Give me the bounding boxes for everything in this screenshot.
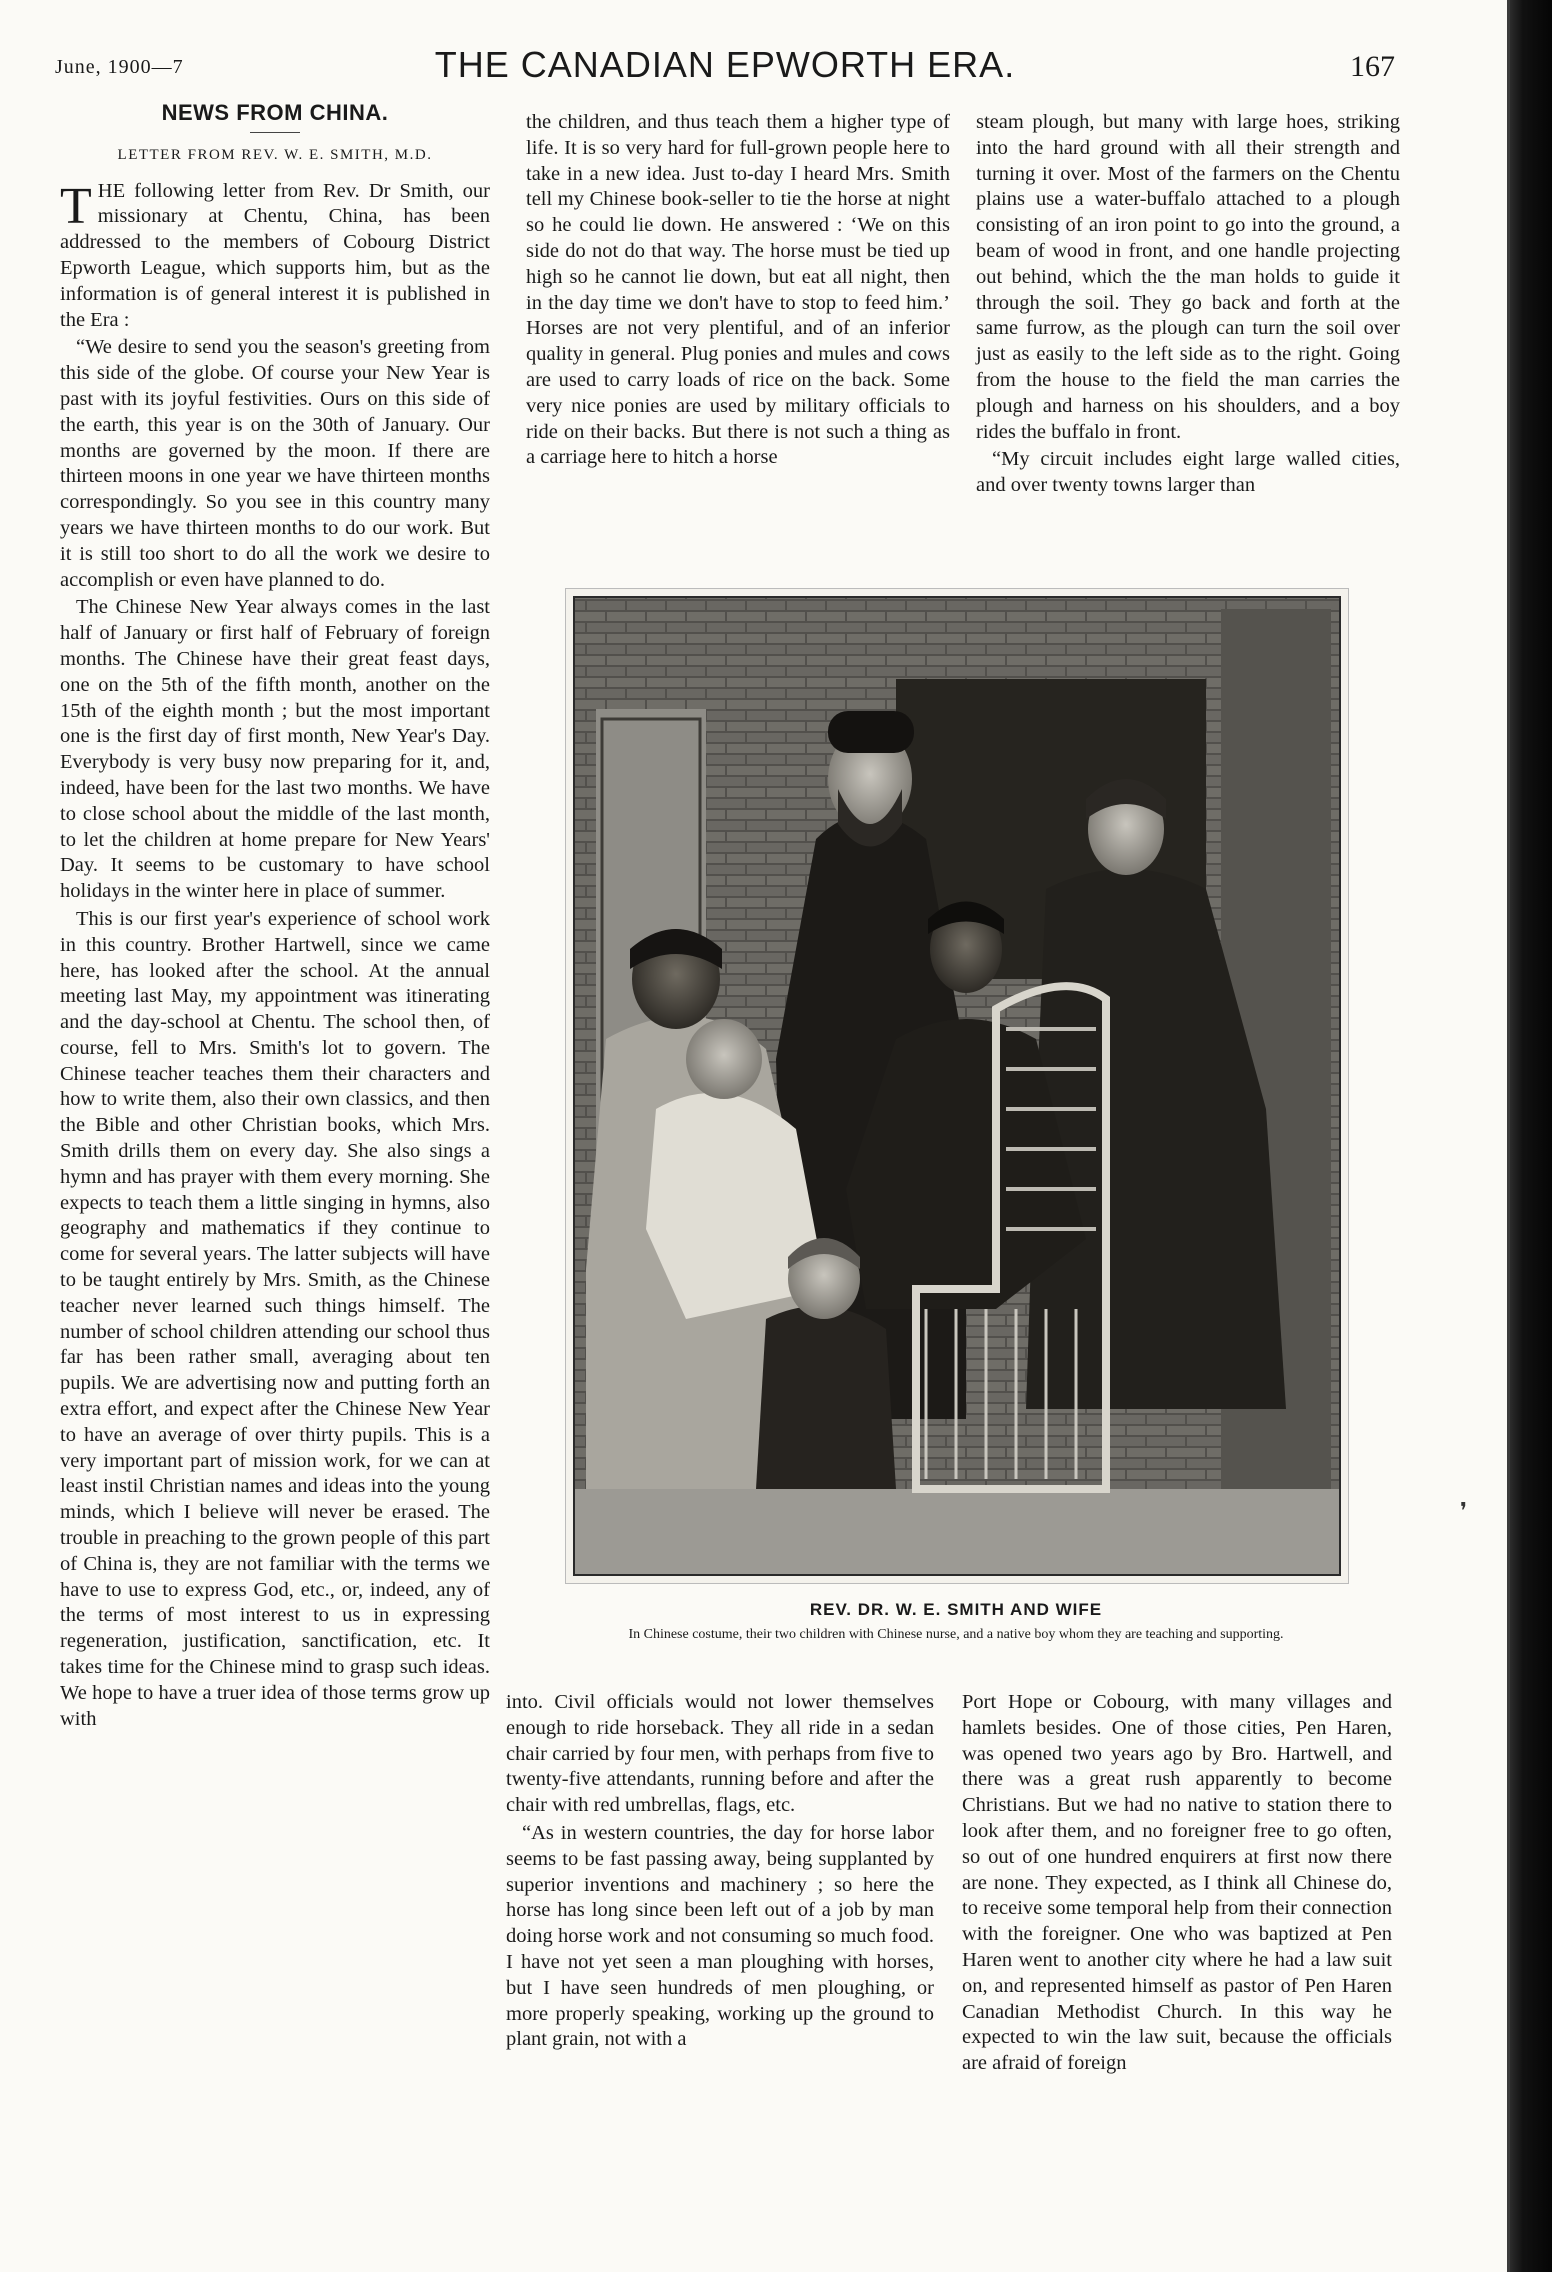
drop-cap: T [60, 177, 92, 235]
page-header [55, 44, 1395, 94]
paragraph-text: HE following letter from Rev. Dr Smith, our missionary at Chentu, China, has been addressed to the members of Cobourg District Epworth League, which supports him, but as the information is of general interest it is published in the Era : [60, 179, 490, 331]
column-1 [60, 100, 490, 1732]
paragraph: Port Hope or Cobourg, with many villages and hamlets besides. One of those cities, Pen Haren, was opened two years ago by Bro. Hartwell, and there was a great rush apparently to become Christians. But we had no native to station there to look after them, and no foreigner free to go often, so out of one hundred enquirers at first now there are none. They expected, as I think all Chinese do, to receive some temporal help from their connection with the foreigner. One who was baptized at Pen Haren went to another city where he had a law suit on, and represented himself as pastor of Pen Haren Canadian Methodist Church. In this way he expected to win the law suit, because the officials are afraid of foreign [962, 1691, 1392, 2075]
photo-caption-text: In Chinese costume, their two children with Chinese nurse, and a native boy whom they are teaching and supporting. [628, 1627, 1284, 1642]
paragraph: “We desire to send you the season's greeting from this side of the globe. Of course your New Year is past with its joyful festivities. Ours on this side of the earth, this year is on the 30th of January. Our months are governed by the moon. If there are thirteen moons in one year we have thirteen months correspondingly. So you see in this country many years we have thirteen months to do our work. But it is still too short to do all the work we desire to accomplish or even have planned to do. [60, 336, 490, 591]
page-number: 167 [1350, 50, 1395, 83]
article-title: NEWS FROM CHINA. [161, 100, 389, 125]
paragraph: “As in western countries, the day for horse labor seems to be fast passing away, being supplanted by superior inventions and machinery ; so here the horse has long since been left out of a job by man doing horse work and not consuming so much food. I have not yet seen a man ploughing with horses, but I have seen hundreds of men ploughing, or more properly speaking, working up the ground to plant grain, not with a [506, 1821, 934, 2051]
photo-caption-title: REV. DR. W. E. SMITH AND WIFE [809, 1600, 1103, 1619]
title-rule [250, 132, 300, 133]
column-3-bottom [962, 1690, 1392, 2077]
paragraph: the children, and thus teach them a higher type of life. It is so very hard for full-grown people here to take in a new idea. Just to-day I heard Mrs. Smith tell my Chinese book-seller to tie the horse at night so he could lie down. He answered : ‘We on this side do not do that way. The horse must be tied up high so he cannot lie down, but eat all night, then in the day time we don't have to stop to feed him.’ Horses are not very plentiful, and of an inferior quality in general. Plug ponies and mules and cows are used to carry loads of rice on the back. Some very nice ponies are used by military officials to ride on their backs. But there is not such a thing as a carriage here to hitch a horse [526, 111, 950, 469]
paragraph: This is our first year's experience of school work in this country. Brother Hartwell, since we came here, has looked after the school. At the annual meeting last May, my appointment was itinerating and the day-school at Chentu. The school then, of course, fell to Mrs. Smith's lot to govern. The Chinese teacher teaches them their characters and how to write them, also their own classics, and then the Bible and other Christian books, which Mrs. Smith drills them on every day. She also sings a hymn and has prayer with them every morning. She expects to teach them a little singing in hymns, also geography and mathematics if they continue to come for several years. The latter subjects will have to be taught entirely by Mrs. Smith, as the Chinese teacher never learned such things himself. The number of school children attending our school thus far has been rather small, averaging about ten pupils. We are advertising now and putting forth an extra effort, and expect after the Chinese New Year to have an average of over thirty pupils. This is a very important part of mission work, for we can at least instil Christian names and ideas into the young minds, which I believe will never be erased. The trouble in preaching to the grown people of this part of China is, they are not familiar with the terms we have to use to express God, etc., or, indeed, any of the terms of most interest to us in expressing regeneration, justification, sanctification, etc. It takes time for the Chinese mind to grasp such ideas. We hope to have a truer idea of those terms grow up with [60, 907, 490, 1730]
paragraph: “My circuit includes eight large walled cities, and over twenty towns larger than [976, 448, 1400, 497]
book-binding [1510, 0, 1552, 2272]
paragraph: The Chinese New Year always comes in the last half of January or first half of February of foreign months. The Chinese have their great feast days, one on the 5th of the fifth month, another on the 15th of the eighth month ; but the most important one is the first day of first month, New Year's Day. Everybody is very busy now preparing for it, and, indeed, have been for the last two months. We have to close school about the middle of the last month, to let the children at home prepare for New Years' Day. It seems to be customary to have school holidays in the winter here in place of summer. [60, 596, 490, 903]
column-2-top [526, 110, 950, 471]
article-byline: LETTER FROM REV. W. E. SMITH, M.D. [117, 146, 433, 163]
column-2-bottom [506, 1690, 934, 2053]
photograph-image [566, 589, 1348, 1583]
paragraph [60, 179, 490, 334]
column-3-top [976, 110, 1400, 499]
paragraph: steam plough, but many with large hoes, striking into the hard ground with all their strength and turning it over. Most of the farmers on the Chentu plains use a water-buffalo attached to a plough consisting of an iron point to go into the ground, a beam of wood in front, and one handle projecting out behind, which the the man holds to guide it through the soil. They go back and forth at the same furrow, as the plough can turn the soil over just as easily to the left side as to the right. Going from the house to the field the man carries the plough and harness on his shoulders, and a boy rides the buffalo in front. [976, 111, 1400, 443]
paragraph: into. Civil officials would not lower themselves enough to ride horseback. They all ride in a sedan chair carried by four men, with perhaps from five to twenty-five attendants, running before and after the chair with red umbrellas, flags, etc. [506, 1691, 934, 1817]
margin-mark: ❜ [1460, 1498, 1468, 1523]
masthead: THE CANADIAN EPWORTH ERA. [434, 44, 1016, 85]
family-photograph [565, 588, 1349, 1584]
issue-date: June, 1900—7 [55, 56, 184, 78]
